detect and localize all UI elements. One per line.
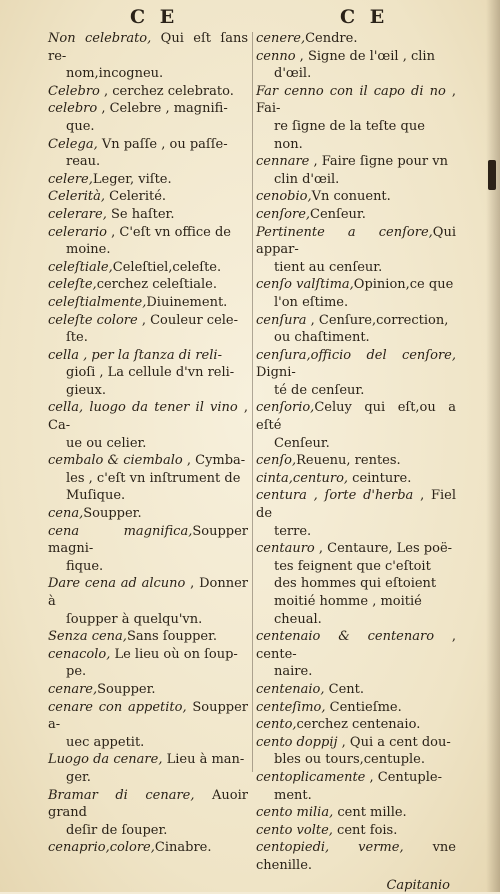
entry-headword: cenſorio, (256, 400, 314, 415)
entry-headword: Senza cena, (48, 629, 127, 644)
entry-definition: , Cymba- (183, 453, 245, 468)
entry-continuation: ſoupper à quelqu'vn. (48, 611, 248, 629)
entry-continuation: ou chaſtiment. (256, 329, 456, 347)
entry-headword: cenſura,officio del cenſore, (256, 348, 456, 363)
entry-continuation: moitié homme , moitié (256, 593, 456, 611)
entry-continuation: ger. (48, 769, 248, 787)
dictionary-entry (256, 48, 456, 66)
entry-headword: cenſura (256, 313, 307, 328)
entry-continuation: cheual. (256, 611, 456, 629)
entry-definition: , C'eſt vn office de (107, 225, 231, 240)
dictionary-entry (256, 276, 456, 294)
entry-continuation: gioſi , La cellule d'vn reli- (48, 364, 248, 382)
entry-definition: , Cenſure,correction, (307, 313, 449, 328)
entry-headword: Dare cena ad alcuno (48, 576, 185, 591)
entry-continuation: tes feignent que c'eſtoit (256, 558, 456, 576)
page-edge-tab (488, 160, 496, 190)
entry-headword: cenere, (256, 31, 305, 46)
dictionary-entry (48, 681, 248, 699)
dictionary-entry (256, 224, 456, 259)
dictionary-entry (48, 699, 248, 734)
entry-continuation: non. (256, 136, 456, 154)
entry-headword: centura , ſorte d'herba (256, 488, 413, 503)
right-column (256, 30, 456, 894)
entry-headword: centauro (256, 541, 315, 556)
entry-headword: cento doppij (256, 735, 338, 750)
dictionary-entry (256, 188, 456, 206)
left-column (48, 30, 248, 857)
dictionary-entry (48, 452, 248, 470)
entry-continuation: gieux. (48, 382, 248, 400)
dictionary-entry (256, 470, 456, 488)
entry-headword: celeſte, (48, 277, 97, 292)
entry-headword: celebro (48, 101, 97, 116)
entry-continuation: nom,incogneu. (48, 65, 248, 83)
entry-definition: Cenſeur. (310, 207, 366, 222)
entry-definition: Diuinement. (146, 295, 227, 310)
entry-definition: cent fois. (333, 823, 397, 838)
entry-headword: cena magnifica, (48, 524, 192, 539)
entry-continuation: re ſigne de la teſte que (256, 118, 456, 136)
entry-definition: ceinture. (348, 471, 411, 486)
entry-continuation: des hommes qui eſtoient (256, 575, 456, 593)
entry-headword: centenaio & centenaro (256, 629, 434, 644)
entry-definition: , Faire ſigne pour vn (309, 154, 448, 169)
entry-definition: Leger, viſte. (93, 172, 172, 187)
entry-continuation: pe. (48, 663, 248, 681)
entry-definition: Le lieu où on ſoup- (110, 647, 238, 662)
entry-definition: Cinabre. (155, 840, 212, 855)
entry-definition: , Centuple- (365, 770, 442, 785)
entry-continuation: Cenſeur. (256, 435, 456, 453)
entry-definition: Celeſtiel,celeſte. (113, 260, 221, 275)
entry-headword: cenno (256, 49, 296, 64)
entry-headword: celerare, (48, 207, 107, 222)
dictionary-entry (48, 100, 248, 118)
entry-headword: cembalo & ciembalo (48, 453, 183, 468)
entry-definition: Celuy qui eſt,ou a eſté (256, 400, 456, 433)
entry-definition: Centieſme. (326, 700, 402, 715)
dictionary-entry (48, 136, 248, 154)
entry-definition: Sans ſoupper. (127, 629, 217, 644)
entry-definition: , Centaure, Les poë- (315, 541, 452, 556)
entry-continuation: d'œil. (256, 65, 456, 83)
entry-headword: celeſtialmente, (48, 295, 146, 310)
entry-definition: Celerité. (105, 189, 166, 204)
entry-continuation: naire. (256, 663, 456, 681)
dictionary-entry (48, 787, 248, 822)
dictionary-entry (256, 312, 456, 330)
entry-definition: Vn conuent. (312, 189, 391, 204)
entry-headword: Far cenno con il capo di no (256, 84, 446, 99)
dictionary-entry (48, 276, 248, 294)
dictionary-entry (48, 259, 248, 277)
entry-continuation: les , c'eſt vn inſtrument de (48, 470, 248, 488)
dictionary-entry (256, 839, 456, 874)
dictionary-entry (256, 153, 456, 171)
entry-headword: cella, luogo da tener il vino (48, 400, 238, 415)
dictionary-entry (256, 83, 456, 118)
dictionary-entry (48, 839, 248, 857)
entry-headword: cenſore, (256, 207, 310, 222)
entry-definition: cent mille. (333, 805, 406, 820)
book-spine-shadow (486, 0, 500, 892)
entry-definition: Reuenu, rentes. (296, 453, 401, 468)
dictionary-entry (48, 30, 248, 65)
entry-definition: Se haſter. (107, 207, 175, 222)
entry-headword: centoplicamente (256, 770, 365, 785)
entry-headword: cenſo, (256, 453, 296, 468)
entry-definition: , cente- (256, 629, 456, 662)
dictionary-entry (256, 206, 456, 224)
dictionary-entry (48, 575, 248, 610)
dictionary-entry (256, 716, 456, 734)
dictionary-entry (256, 540, 456, 558)
entry-headword: cento volte, (256, 823, 333, 838)
dictionary-entry (48, 751, 248, 769)
entry-definition: , Fiel de (256, 488, 456, 521)
entry-definition: , Donner à (48, 576, 248, 609)
entry-definition: , Fai- (256, 84, 456, 117)
entry-headword: cenacolo, (48, 647, 110, 662)
entry-headword: Bramar di cenare, (48, 788, 195, 803)
entry-definition: Lieu à man- (162, 752, 244, 767)
entry-definition: cerchez centenaio. (297, 717, 421, 732)
entry-definition: , Celebre , magnifi- (97, 101, 228, 116)
dictionary-entry (48, 294, 248, 312)
entry-headword: Non celebrato, (48, 31, 151, 46)
entry-continuation: bles ou tours,centuple. (256, 751, 456, 769)
entry-continuation: ue ou celier. (48, 435, 248, 453)
dictionary-entry (256, 452, 456, 470)
header-right: C E (340, 6, 388, 28)
entry-continuation: ment. (256, 787, 456, 805)
entry-continuation: que. (48, 118, 248, 136)
entry-definition: Soupper. (83, 506, 141, 521)
dictionary-entry (48, 628, 248, 646)
entry-definition: Cent. (325, 682, 365, 697)
dictionary-entry (48, 83, 248, 101)
entry-headword: Celebro (48, 84, 100, 99)
entry-continuation: fique. (48, 558, 248, 576)
running-header (0, 6, 500, 32)
dictionary-entry (256, 30, 456, 48)
entry-headword: celeſte colore (48, 313, 138, 328)
entry-continuation: tient au cenſeur. (256, 259, 456, 277)
dictionary-entry (48, 646, 248, 664)
entry-definition: Qui appar- (256, 225, 456, 258)
dictionary-entry (48, 171, 248, 189)
dictionary-entry (256, 399, 456, 434)
entry-headword: cenobio, (256, 189, 312, 204)
dictionary-entry (48, 312, 248, 330)
dictionary-entry (256, 699, 456, 717)
dictionary-entry (48, 188, 248, 206)
entry-headword: Luogo da cenare, (48, 752, 162, 767)
dictionary-entry (256, 487, 456, 522)
entry-headword: Pertinente a cenſore, (256, 225, 433, 240)
entry-continuation: l'on eſtime. (256, 294, 456, 312)
dictionary-entry (256, 681, 456, 699)
entry-definition: , cerchez celebrato. (100, 84, 234, 99)
entry-definition: Cendre. (305, 31, 357, 46)
entry-definition: Vn paſſe , ou paſſe- (98, 137, 228, 152)
entry-headword: centopiedi, verme, (256, 840, 404, 855)
entry-headword: cento milia, (256, 805, 333, 820)
dictionary-entry (48, 347, 248, 365)
entry-continuation: uec appetit. (48, 734, 248, 752)
entry-continuation: moine. (48, 241, 248, 259)
entry-definition: , Qui a cent dou- (338, 735, 451, 750)
dictionary-entry (256, 347, 456, 382)
entry-headword: cena, (48, 506, 83, 521)
entry-definition: Soupper a- (48, 700, 248, 733)
header-left: C E (130, 6, 178, 28)
entry-headword: centenaio, (256, 682, 325, 697)
entry-definition: Soupper magni- (48, 524, 248, 557)
entry-continuation: ſte. (48, 329, 248, 347)
entry-definition: Digni- (256, 365, 296, 380)
entry-continuation: clin d'œil. (256, 171, 456, 189)
dictionary-entry (256, 804, 456, 822)
entry-continuation: Muſique. (48, 487, 248, 505)
entry-headword: cenare, (48, 682, 97, 697)
entry-headword: cento, (256, 717, 297, 732)
catchword: Capitanio (256, 877, 456, 894)
entry-headword: cennare (256, 154, 309, 169)
entry-definition: Opinion,ce que (354, 277, 454, 292)
entry-headword: cenaprio,colore, (48, 840, 155, 855)
entry-headword: celere, (48, 172, 93, 187)
dictionary-entry (256, 734, 456, 752)
entry-definition: , Ca- (48, 400, 248, 433)
entry-headword: celeſtiale, (48, 260, 113, 275)
entry-continuation: deſir de ſouper. (48, 822, 248, 840)
entry-definition: Auoir grand (48, 788, 248, 821)
dictionary-entry (256, 628, 456, 663)
dictionary-entry (256, 769, 456, 787)
entry-headword: cenſo valſtima, (256, 277, 354, 292)
entry-headword: cenare con appetito, (48, 700, 187, 715)
dictionary-entry (48, 505, 248, 523)
entry-headword: celerario (48, 225, 107, 240)
dictionary-entry (256, 822, 456, 840)
entry-definition: cerchez celeſtiale. (97, 277, 217, 292)
entry-headword: Celega, (48, 137, 98, 152)
entry-definition: Soupper. (97, 682, 155, 697)
dictionary-entry (48, 399, 248, 434)
entry-definition: vne chenille. (256, 840, 456, 873)
entry-headword: Celerità, (48, 189, 105, 204)
entry-headword: cella , per la ſtanza di reli- (48, 348, 222, 363)
entry-headword: cinta,centuro, (256, 471, 348, 486)
entry-definition: Qui eſt ſans re- (48, 31, 248, 64)
entry-continuation: reau. (48, 153, 248, 171)
entry-continuation: té de cenſeur. (256, 382, 456, 400)
entry-definition: , Signe de l'œil , clin (296, 49, 435, 64)
dictionary-entry (48, 224, 248, 242)
column-divider (252, 32, 253, 772)
dictionary-entry (48, 206, 248, 224)
dictionary-entry (48, 523, 248, 558)
entry-headword: centeſimo, (256, 700, 326, 715)
entry-definition: , Couleur cele- (138, 313, 238, 328)
entry-continuation: terre. (256, 523, 456, 541)
